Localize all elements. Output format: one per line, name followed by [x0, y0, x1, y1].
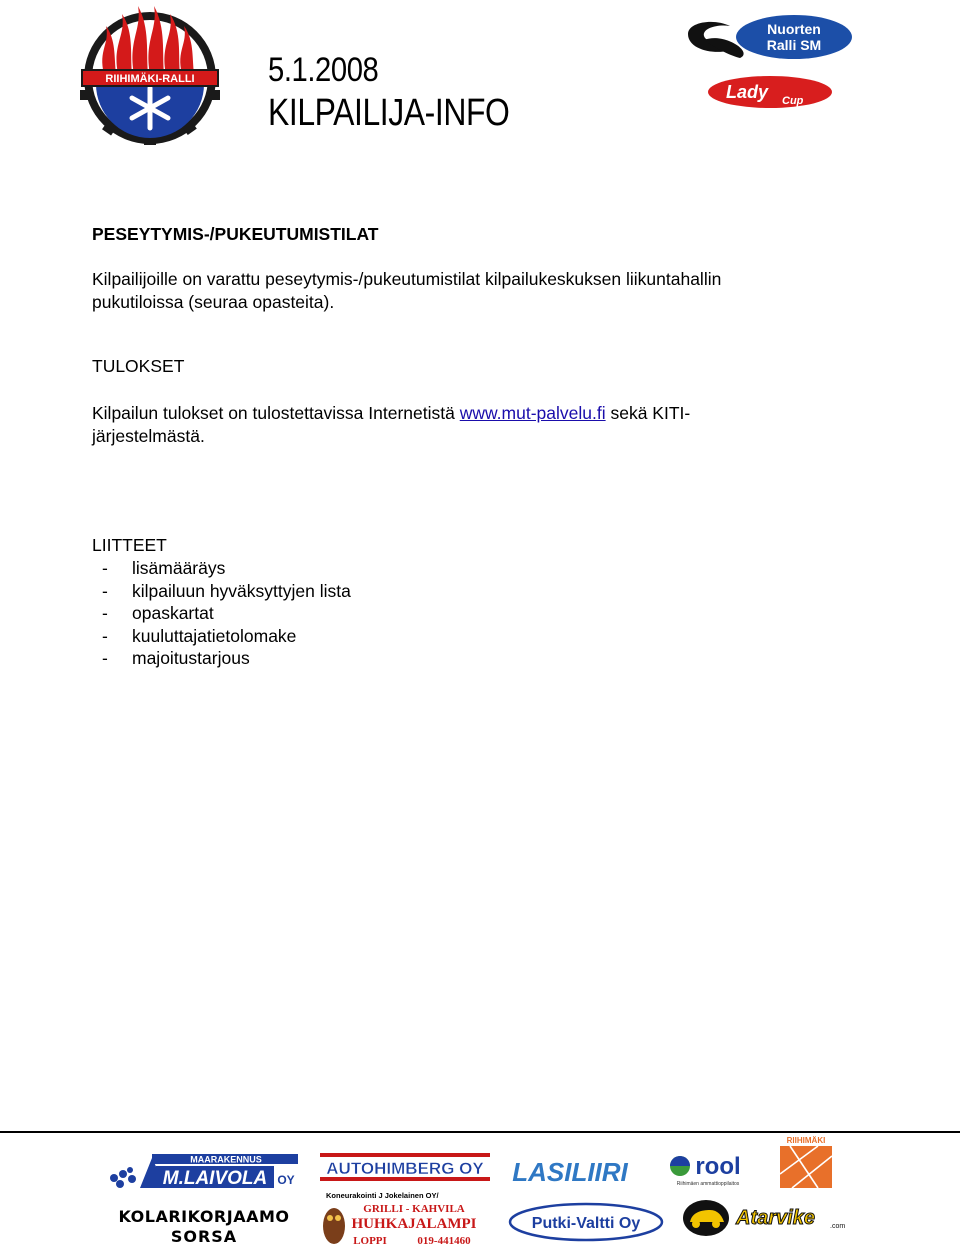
huhka-line4: LOPPI [353, 1235, 387, 1247]
results-heading: TULOKSET [92, 356, 185, 376]
list-item [92, 580, 351, 603]
list-item-text: majoitustarjous [132, 648, 250, 668]
huhka-line3: HUHKAJALAMPI [351, 1216, 477, 1232]
results-text-before: Kilpailun tulokset on tulostettavissa Internetistä [92, 403, 460, 423]
sorsa-line1: KOLARIKORJAAMO [118, 1207, 290, 1226]
lady-logo-text: Lady [726, 82, 769, 102]
washrooms-text [92, 268, 812, 314]
attachments-list [92, 557, 351, 670]
results-text [92, 402, 772, 448]
sm-logo-line1: Nuorten [767, 21, 821, 37]
sponsor-sorsa-logo [112, 1207, 296, 1247]
results-text-line1 [92, 402, 772, 425]
results-link[interactable]: www.mut-palvelu.fi [459, 403, 606, 423]
list-item [92, 625, 351, 648]
sorsa-line2: SORSA [170, 1227, 238, 1246]
laivola-top-text: MAARAKENNUS [190, 1154, 262, 1165]
list-dash: - [102, 580, 108, 601]
putki-valtti-text: Putki-Valtti Oy [531, 1215, 641, 1232]
washrooms-heading: PESEYTYMIS-/PUKEUTUMISTILAT [92, 224, 379, 244]
sponsor-putki-valtti-logo [508, 1202, 664, 1242]
huhka-line2: GRILLI - KAHVILA [363, 1203, 465, 1215]
atarvike-com-text: .com [830, 1223, 846, 1230]
washrooms-text-line1: Kilpailijoille on varattu peseytymis-/pukeutumistilat kilpailukeskuksen liikuntahallin [92, 269, 722, 289]
footer-divider [0, 1131, 960, 1133]
rally-logo-text: RIIHIMÄKI-RALLI [105, 73, 195, 85]
washrooms-text-line2: pukutiloissa (seuraa opasteita). [92, 292, 335, 312]
list-dash: - [102, 558, 108, 578]
list-item [92, 647, 351, 670]
sm-logo-line2: Ralli SM [766, 37, 822, 53]
sponsor-huhkajalampi-logo [320, 1190, 484, 1248]
results-text-line2: järjestelmästä. [92, 426, 205, 446]
huhka-phone: 019-441460 [417, 1235, 471, 1247]
sponsor-laivola-logo [106, 1152, 300, 1190]
laivola-main-text: M.LAIVOLA [162, 1168, 268, 1189]
attachments-heading: LIITTEET [92, 535, 167, 555]
rool-sub-text: Riihimäen ammattioppilaitos [676, 1181, 740, 1187]
huhka-line1: Koneurakointi J Jokelainen OY/ [326, 1191, 439, 1200]
document-date: 5.1.2008 [268, 51, 379, 89]
atarvike-text: Atarvike [736, 1207, 815, 1229]
riihimaki-ralli-logo [76, 0, 224, 145]
list-item [92, 602, 351, 625]
nuorten-ralli-sm-logo [684, 12, 854, 62]
sponsor-rool-logo [668, 1150, 748, 1188]
list-item-text: lisämääräys [132, 558, 226, 578]
sponsor-atarvike-logo [682, 1198, 850, 1238]
list-dash: - [102, 603, 108, 623]
laivola-oy-text: OY [277, 1173, 295, 1187]
title-block [268, 50, 555, 136]
rool-text: rool [695, 1153, 741, 1180]
list-dash: - [102, 625, 108, 646]
sponsor-riihimaki-logo [778, 1134, 834, 1190]
list-item [92, 557, 351, 580]
results-text-after: sekä KITI- [605, 403, 691, 423]
lady-cup-logo [706, 74, 834, 110]
cup-logo-text: Cup [782, 95, 804, 107]
lasiliiri-text: LASILIIRI [512, 1157, 628, 1187]
sponsor-lasiliiri-logo [508, 1153, 632, 1187]
document-title: KILPAILIJA-INFO [268, 92, 510, 134]
list-dash: - [102, 648, 108, 668]
list-item-text: kilpailuun hyväksyttyjen lista [132, 580, 351, 601]
sponsor-autohimberg-logo [320, 1153, 490, 1181]
riihimaki-text: RIIHIMÄKI [786, 1136, 826, 1145]
list-item-text: kuuluttajatietolomake [132, 625, 297, 646]
autohimberg-text: AUTOHIMBERG OY [326, 1159, 484, 1178]
list-item-text: opaskartat [132, 603, 214, 623]
